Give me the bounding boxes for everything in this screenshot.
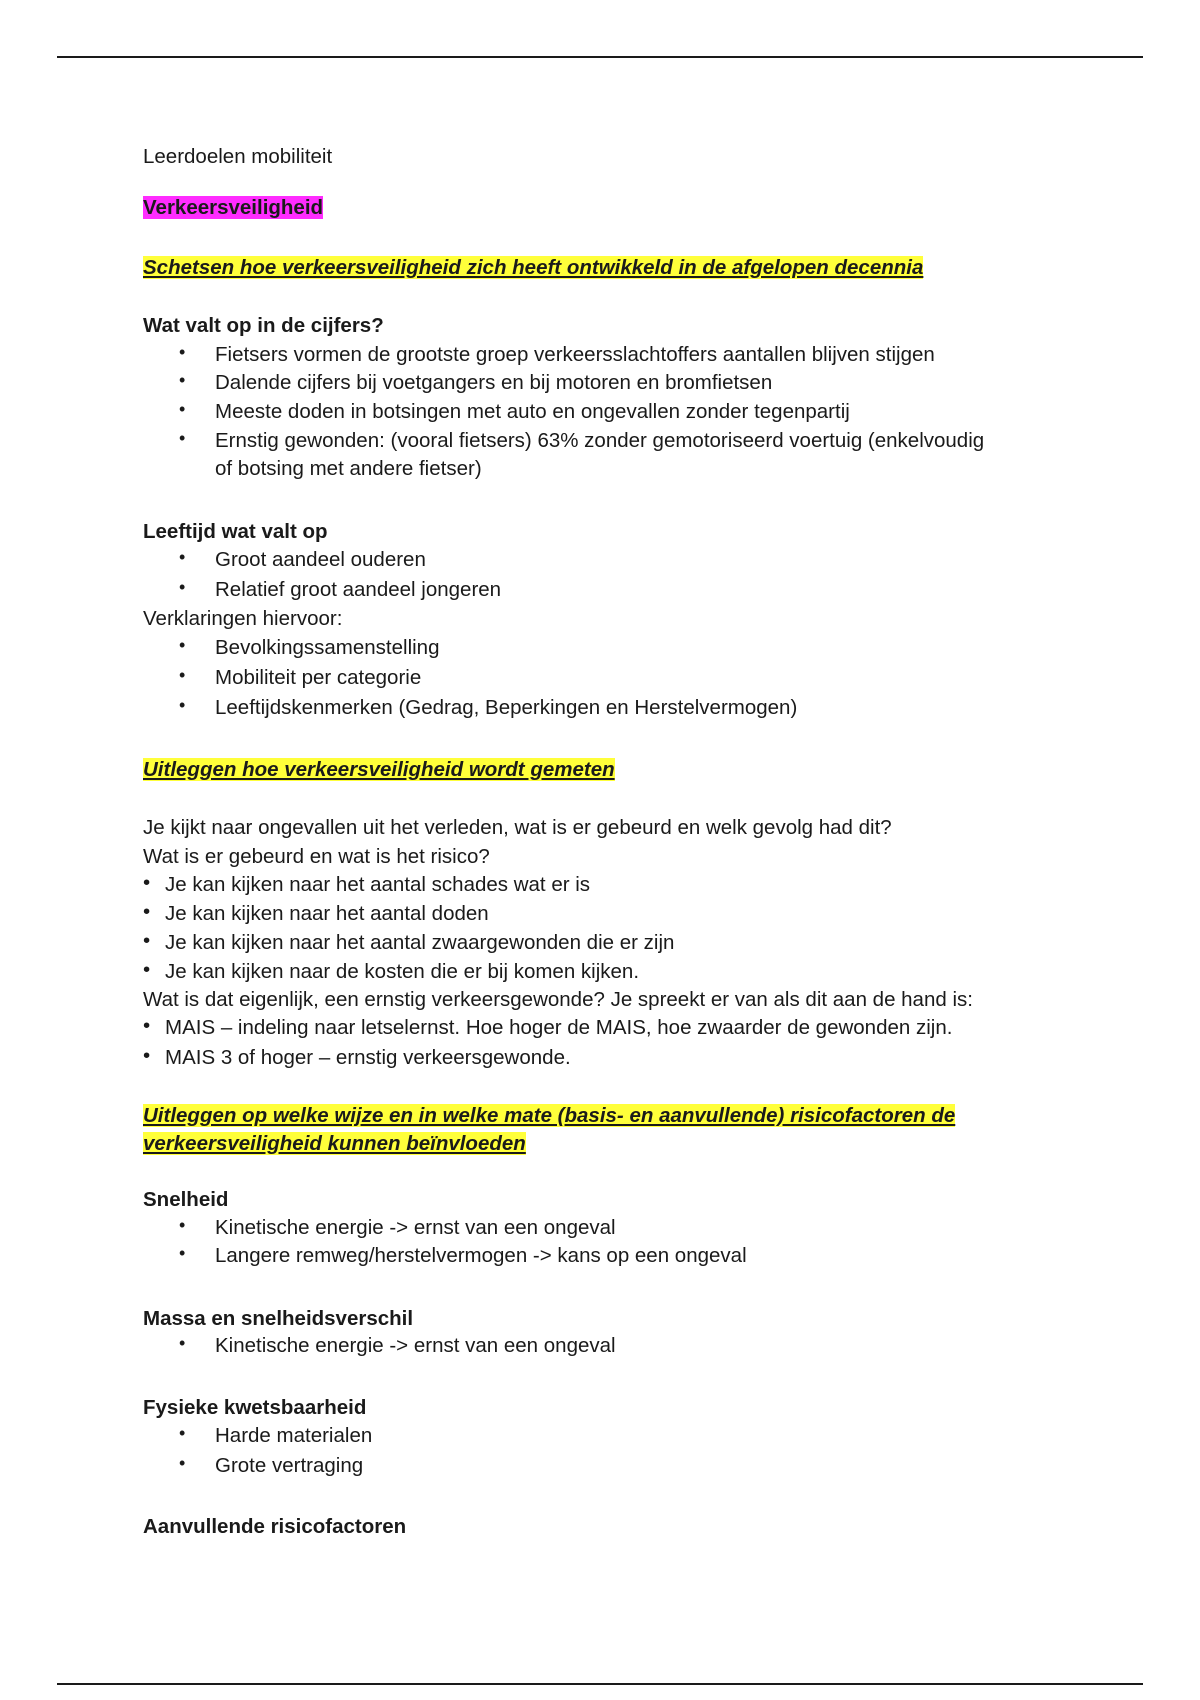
- bullet-icon: •: [179, 577, 186, 597]
- speed-heading: Snelheid: [143, 1188, 229, 1211]
- measure-paragraph-2: Wat is er gebeurd en wat is het risico?: [143, 845, 490, 868]
- bullet-icon: •: [143, 1044, 151, 1067]
- list-item: Langere remweg/herstelvermogen -> kans op een ongeval: [215, 1244, 747, 1267]
- document-title: Leerdoelen mobiliteit: [143, 145, 333, 168]
- list-item-continuation: of botsing met andere fietser): [215, 457, 482, 480]
- list-item: Harde materialen: [215, 1424, 373, 1447]
- measure-paragraph-3: Wat is dat eigenlijk, een ernstig verkeersgewonde? Je spreekt er van als dit aan de hand is:: [143, 988, 973, 1011]
- measure-paragraph-1: Je kijkt naar ongevallen uit het verleden, wat is er gebeurd en welk gevolg had dit?: [143, 816, 892, 839]
- list-item: Kinetische energie -> ernst van een ongeval: [215, 1216, 616, 1239]
- bullet-icon: •: [179, 547, 186, 567]
- list-item: Grote vertraging: [215, 1454, 364, 1477]
- additional-risk-heading: Aanvullende risicofactoren: [143, 1515, 407, 1538]
- bullet-icon: •: [179, 1453, 186, 1473]
- bullet-icon: •: [179, 635, 186, 655]
- age-heading: Leeftijd wat valt op: [143, 520, 328, 543]
- bullet-icon: •: [179, 342, 186, 362]
- list-item: Meeste doden in botsingen met auto en ongevallen zonder tegenpartij: [215, 400, 850, 423]
- list-item: Kinetische energie -> ernst van een ongeval: [215, 1334, 616, 1357]
- bullet-icon: •: [179, 1243, 186, 1263]
- list-item: MAIS – indeling naar letselernst. Hoe hoger de MAIS, hoe zwaarder de gewonden zijn.: [165, 1016, 953, 1039]
- explanations-label: Verklaringen hiervoor:: [143, 607, 343, 630]
- list-item: Je kan kijken naar het aantal zwaargewonden die er zijn: [165, 931, 675, 954]
- list-item: Je kan kijken naar het aantal doden: [165, 902, 489, 925]
- bullet-icon: •: [179, 1333, 186, 1353]
- section-heading: Verkeersveiligheid: [143, 196, 324, 219]
- bullet-icon: •: [143, 958, 151, 981]
- mass-heading: Massa en snelheidsverschil: [143, 1307, 414, 1330]
- bullet-icon: •: [179, 399, 186, 419]
- list-item: Leeftijdskenmerken (Gedrag, Beperkingen en Herstelvermogen): [215, 696, 798, 719]
- bullet-icon: •: [179, 695, 186, 715]
- list-item: Fietsers vormen de grootste groep verkeersslachtoffers aantallen blijven stijgen: [215, 343, 935, 366]
- bullet-icon: •: [143, 929, 151, 952]
- bullet-icon: •: [179, 1215, 186, 1235]
- list-item: Dalende cijfers bij voetgangers en bij motoren en bromfietsen: [215, 371, 773, 394]
- bullet-icon: •: [179, 1423, 186, 1443]
- bullet-icon: •: [179, 428, 186, 448]
- bullet-icon: •: [179, 665, 186, 685]
- bullet-icon: •: [143, 1014, 151, 1037]
- list-item: Mobiliteit per categorie: [215, 666, 422, 689]
- top-rule: [57, 56, 1143, 58]
- learning-goal-1: Schetsen hoe verkeersveiligheid zich heeft ontwikkeld in de afgelopen decennia: [143, 256, 924, 279]
- list-item: Groot aandeel ouderen: [215, 548, 426, 571]
- figures-heading: Wat valt op in de cijfers?: [143, 314, 384, 337]
- list-item: Relatief groot aandeel jongeren: [215, 578, 502, 601]
- list-item: Je kan kijken naar het aantal schades wat er is: [165, 873, 591, 896]
- learning-goal-3-line-1: Uitleggen op welke wijze en in welke mate (basis- en aanvullende) risicofactoren de: [143, 1104, 956, 1127]
- bullet-icon: •: [143, 871, 151, 894]
- bottom-rule: [57, 1683, 1143, 1685]
- bullet-icon: •: [143, 900, 151, 923]
- list-item: Ernstig gewonden: (vooral fietsers) 63% zonder gemotoriseerd voertuig (enkelvoudig: [215, 429, 985, 452]
- learning-goal-3-line-2: verkeersveiligheid kunnen beïnvloeden: [143, 1132, 526, 1155]
- vulnerability-heading: Fysieke kwetsbaarheid: [143, 1396, 367, 1419]
- learning-goal-2: Uitleggen hoe verkeersveiligheid wordt gemeten: [143, 758, 615, 781]
- list-item: Je kan kijken naar de kosten die er bij komen kijken.: [165, 960, 640, 983]
- list-item: Bevolkingssamenstelling: [215, 636, 440, 659]
- bullet-icon: •: [179, 370, 186, 390]
- list-item: MAIS 3 of hoger – ernstig verkeersgewonde.: [165, 1046, 571, 1069]
